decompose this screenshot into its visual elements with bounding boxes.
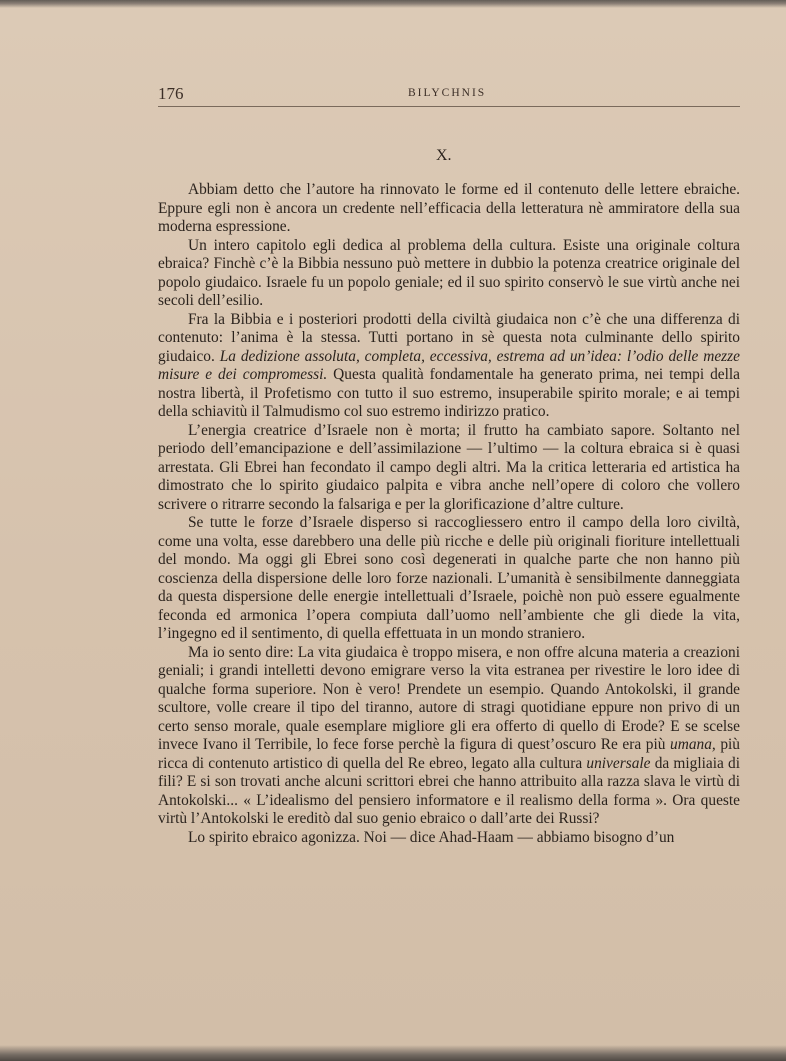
paragraph-text: Abbiam detto che l’autore ha rinnovato le forme ed il contenuto delle lettere ebraiche. Eppure egli non è ancora un credente nell’efficacia della letteratura nè ammiratore della sua moderna espressione.	[158, 181, 740, 235]
body-text	[158, 181, 740, 847]
paragraph-text: Fra la Bibbia e i posteriori prodotti della civiltà giudaica non c’è che una differenza di contenuto: l’anima è la stessa. Tutti portano in sè questa nota culminante dello spirito giudaico.	[158, 310, 740, 365]
paragraph-text: Un intero capitolo egli dedica al problema della cultura. Esiste una originale coltura ebraica? Finchè c’è la Bibbia nessuno può mettere in dubbio la potenza creatrice originale del popolo giudaico. Israele fu un popolo geniale; ed il suo spirito conservò le sue virtù anche nei secoli dell’esilio.	[158, 236, 740, 309]
paragraph-text: Ma io sento dire: La vita giudaica è troppo misera, e non offre alcuna materia a creazioni geniali; i grandi intelletti devono emigrare verso la vita estranea per rivestire le loro idee di qualche forma superiore. Non è vero! Prendete un esempio. Quando Antokolski, il grande scultore, volle creare il tipo del tiranno, autore di stragi quotidiane eppure non privo di un certo senso morale, quale esemplare migliore gli era offerto di quello di Erode? E se scelse invece Ivano il Terribile, lo fece forse perchè la figura di quest’oscuro Re era più	[158, 643, 740, 753]
paragraph-text: Lo spirito ebraico agonizza. Noi — dice Ahad-Haam — abbiamo bisogno d’un	[188, 828, 675, 846]
page-top-edge	[0, 0, 786, 8]
paragraph-text: più ricca di contenuto artistico di quella del Re ebreo, legato alla cultura	[158, 736, 741, 772]
paragraph-text: Questa qualità fondamentale ha generato prima, nei tempi della nostra libertà, il Profetismo con tutto il suo estremo, insuperabile spirito morale; e ai tempi della schiavitù il Talmudismo col suo estremo indirizzo pratico.	[158, 366, 740, 420]
page-bottom-edge	[0, 1045, 786, 1061]
page-number: 176	[158, 84, 184, 103]
section-number: X.	[436, 147, 452, 164]
running-title: BILYCHNIS	[408, 87, 487, 99]
paragraph	[158, 181, 740, 237]
paragraph	[158, 829, 740, 848]
paragraph-text: Se tutte le forze d’Israele disperso si raccogliessero entro il campo della loro civiltà, come una volta, esse darebbero una delle più ricche e delle più originali fioriture intellettuali del mondo. Ma oggi gli Ebrei sono così degenerati in qualche parte che non hanno più coscienza della dispersione delle loro forze nazionali. L’umanità è sensibilmente danneggiata da questa dispersione delle energie intellettuali d’Israele, poichè non può essere egualmente feconda ed armonica l’opera compiuta dall’uomo nell’ambiente che gli diede la vita, l’ingegno ed il sentimento, di quella effettuata in un mondo straniero.	[158, 514, 740, 642]
paragraph	[158, 514, 740, 644]
italic-text: umana,	[670, 736, 716, 753]
italic-text: universale	[586, 754, 651, 772]
header-rule	[158, 106, 740, 107]
paragraph-text: da migliaia di fili? E si son trovati anche alcuni scrittori ebrei che hanno attribuito alla razza slava le virtù di Antokolski... « L’idealismo del pensiero informatore e il realismo della forma ». Ora queste virtù l’Antokolski le ereditò dal suo genio ebraico o dall’arte dei Russi?	[158, 754, 740, 827]
italic-text: La dedizione assoluta, completa, eccessiva, estrema ad un’idea: l’odio delle mezze misure e dei compromessi.	[158, 347, 740, 383]
running-header	[158, 84, 740, 110]
paragraph-text: L’energia creatrice d’Israele non è morta; il frutto ha cambiato sapore. Soltanto nel periodo dell’emancipazione e dell’assimilazione — l’ultimo — la coltura ebraica si è quasi arrestata. Gli Ebrei han fecondato il campo degli altri. Ma la critica letteraria ed artistica ha dimostrato che lo spirito giudaico palpita e vibra anche nell’opere di coloro che vollero scrivere o ritrarre secondo la falsariga e per la glorificazione d’altre culture.	[158, 421, 740, 513]
paragraph	[158, 237, 740, 311]
paragraph	[158, 422, 740, 515]
paragraph	[158, 311, 740, 422]
paragraph	[158, 644, 740, 829]
